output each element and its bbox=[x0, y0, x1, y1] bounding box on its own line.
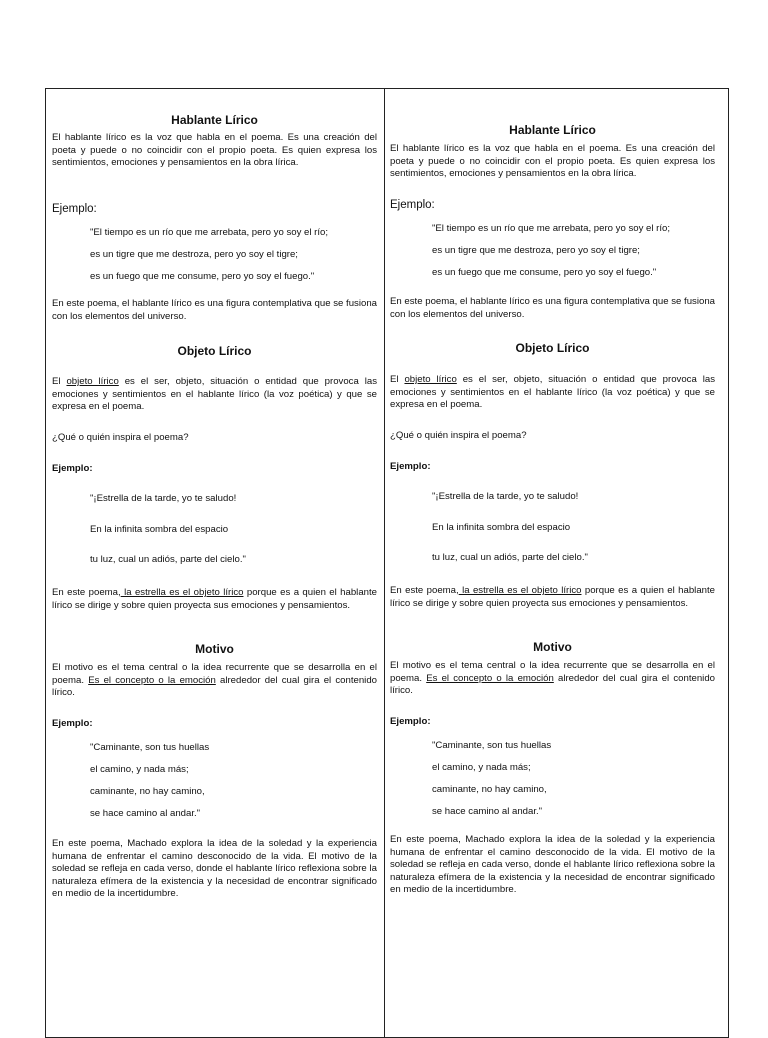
hablante-title-copy: Hablante Lírico bbox=[509, 123, 596, 137]
objeto-verse-2: En la infinita sombra del espacio bbox=[90, 524, 229, 535]
motivo-verse-2: el camino, y nada más; bbox=[90, 764, 189, 775]
hablante-example-label: Ejemplo: bbox=[52, 203, 97, 215]
motivo-verse-1-copy: "Caminante, son tus huellas bbox=[432, 740, 552, 751]
column-divider bbox=[384, 88, 385, 1038]
objeto-question: ¿Qué o quién inspira el poema? bbox=[52, 432, 189, 443]
motivo-verse-3: caminante, no hay camino, bbox=[90, 786, 205, 797]
motivo-title-copy: Motivo bbox=[533, 640, 572, 654]
objeto-verse-3: tu luz, cual un adiós, parte del cielo." bbox=[90, 554, 246, 565]
motivo-conclusion: En este poema, Machado explora la idea de la soledad y la experiencia humana de enfrentar el camino desconocido de la vida. El motivo de la soledad se refleja en cada verso, donde el hablante lírico reflexiona sobre la naturaleza efímera de la existencia y la necesidad de encontrar significado en medio de la incertidumbre. bbox=[52, 838, 377, 900]
motivo-verse-3-copy: caminante, no hay camino, bbox=[432, 784, 547, 795]
motivo-definition: El motivo es el tema central o la idea recurrente que se desarrolla en el poema. Es el concepto o la emoción alrededor del cual gira el contenido lírico. bbox=[52, 662, 377, 699]
hablante-verse-3-copy: es un fuego que me consume, pero yo soy el fuego." bbox=[432, 267, 657, 278]
hablante-example-label-copy: Ejemplo: bbox=[390, 199, 435, 211]
objeto-verse-3-copy: tu luz, cual un adiós, parte del cielo." bbox=[432, 552, 588, 563]
objeto-verse-2-copy: En la infinita sombra del espacio bbox=[432, 522, 571, 533]
hablante-verse-1: "El tiempo es un río que me arrebata, pero yo soy el río; bbox=[90, 227, 329, 238]
motivo-conclusion-copy: En este poema, Machado explora la idea de la soledad y la experiencia humana de enfrentar el camino desconocido de la vida. El motivo de la soledad se refleja en cada verso, donde el hablante lírico reflexiona sobre la naturaleza efímera de la existencia y la necesidad de encontrar significado en medio de la incertidumbre. bbox=[390, 834, 715, 896]
hablante-conclusion: En este poema, el hablante lírico es una figura contemplativa que se fusiona con los elementos del universo. bbox=[52, 298, 377, 322]
hablante-verse-3: es un fuego que me consume, pero yo soy el fuego." bbox=[90, 271, 315, 282]
objeto-title: Objeto Lírico bbox=[177, 344, 252, 358]
motivo-title: Motivo bbox=[195, 642, 234, 656]
hablante-title: Hablante Lírico bbox=[171, 113, 258, 127]
hablante-verse-2-copy: es un tigre que me destroza, pero yo soy el tigre; bbox=[432, 245, 640, 256]
objeto-question-copy: ¿Qué o quién inspira el poema? bbox=[390, 430, 527, 441]
objeto-example-label: Ejemplo: bbox=[52, 463, 93, 474]
motivo-verse-2-copy: el camino, y nada más; bbox=[432, 762, 531, 773]
motivo-definition-copy: El motivo es el tema central o la idea recurrente que se desarrolla en el poema. Es el concepto o la emoción alrededor del cual gira el contenido lírico. bbox=[390, 660, 715, 697]
motivo-verse-4-copy: se hace camino al andar." bbox=[432, 806, 543, 817]
objeto-title-copy: Objeto Lírico bbox=[515, 341, 590, 355]
objeto-verse-1-copy: "¡Estrella de la tarde, yo te saludo! bbox=[432, 491, 579, 502]
motivo-verse-4: se hace camino al andar." bbox=[90, 808, 201, 819]
objeto-conclusion: En este poema, la estrella es el objeto lírico porque es a quien el hablante lírico se dirige y sobre quien proyecta sus emociones y pensamientos. bbox=[52, 587, 377, 611]
objeto-definition-copy: El objeto lírico es el ser, objeto, situación o entidad que provoca las emociones y sentimientos en el hablante lírico (la voz poética) y que se expresa en el poema. bbox=[390, 374, 715, 411]
objeto-conclusion-copy: En este poema, la estrella es el objeto lírico porque es a quien el hablante lírico se dirige y sobre quien proyecta sus emociones y pensamientos. bbox=[390, 585, 715, 609]
objeto-verse-1: "¡Estrella de la tarde, yo te saludo! bbox=[90, 493, 237, 504]
motivo-verse-1: "Caminante, son tus huellas bbox=[90, 742, 210, 753]
objeto-example-label-copy: Ejemplo: bbox=[390, 461, 431, 472]
hablante-definition: El hablante lírico es la voz que habla en el poema. Es una creación del poeta y puede o no coincidir con el propio poeta. Es quien expresa los sentimientos, emociones y pensamientos en la obra lírica. bbox=[52, 132, 377, 169]
objeto-definition: El objeto lírico es el ser, objeto, situación o entidad que provoca las emociones y sentimientos en el hablante lírico (la voz poética) y que se expresa en el poema. bbox=[52, 376, 377, 413]
hablante-definition-copy: El hablante lírico es la voz que habla en el poema. Es una creación del poeta y puede o no coincidir con el propio poeta. Es quien expresa los sentimientos, emociones y pensamientos en la obra lírica. bbox=[390, 143, 715, 180]
hablante-verse-2: es un tigre que me destroza, pero yo soy el tigre; bbox=[90, 249, 298, 260]
motivo-example-label-copy: Ejemplo: bbox=[390, 716, 431, 727]
hablante-conclusion-copy: En este poema, el hablante lírico es una figura contemplativa que se fusiona con los elementos del universo. bbox=[390, 296, 715, 320]
hablante-verse-1-copy: "El tiempo es un río que me arrebata, pero yo soy el río; bbox=[432, 223, 671, 234]
motivo-example-label: Ejemplo: bbox=[52, 718, 93, 729]
